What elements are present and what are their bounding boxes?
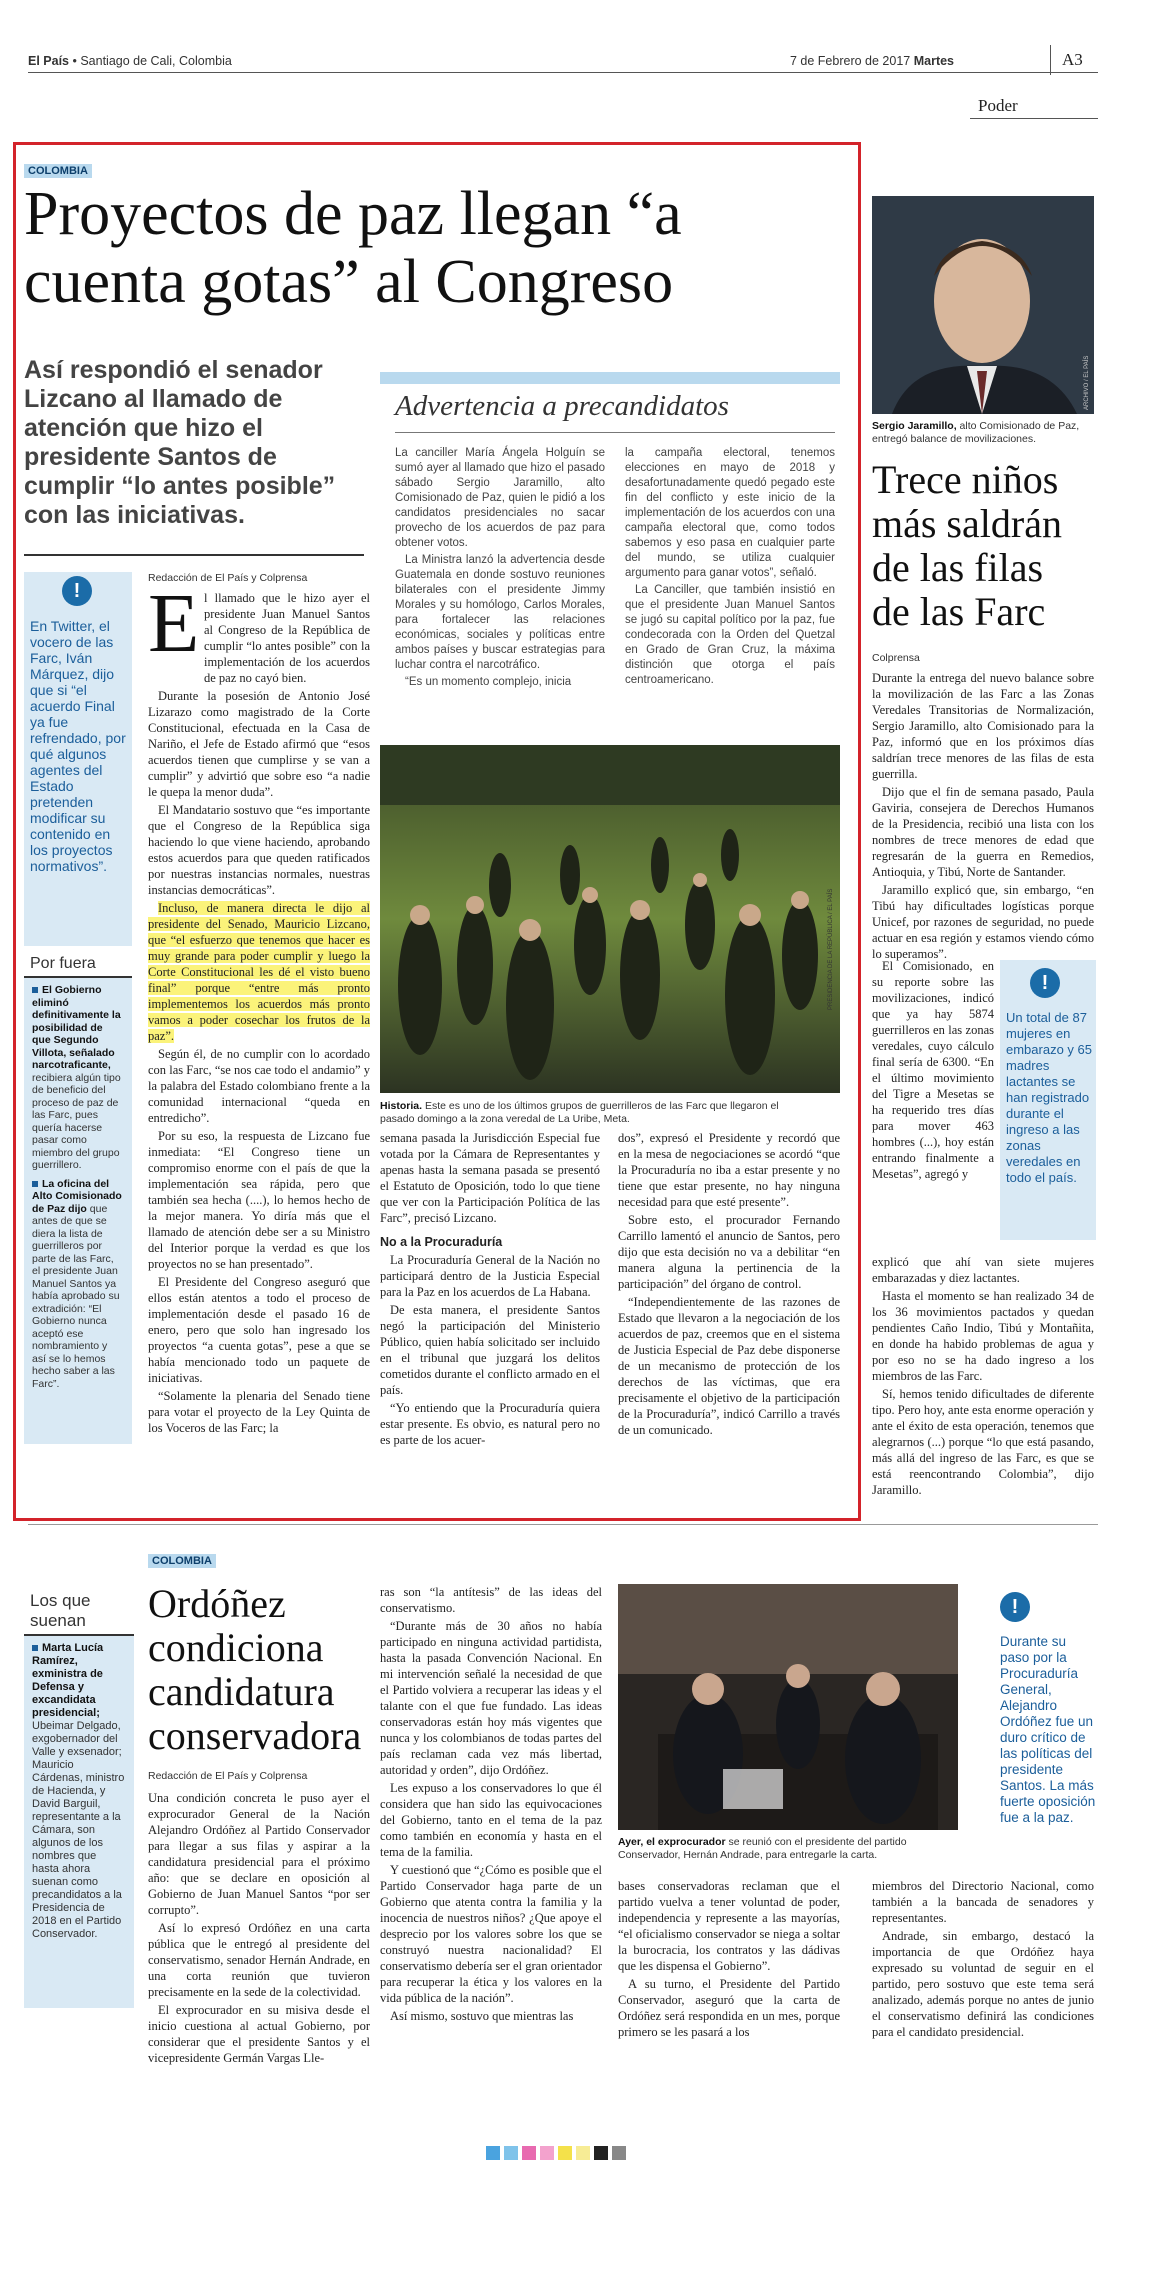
right-col-text-2: explicó que ahí van siete mujeres embarazadas y diez lactantes. Hasta el momento se han realizado 34 de los 36 movimientos pactados y quedan pendientes Caño Indio, Tibú y Montañita, en donde ha habido problemas de agua y por eso no se ha dado ingreso a los miembros de las Farc. Sí, hemos tenido dificultades de diferente tipo. Pero hoy, ante esta enorme operación y ante el éxito de esta operación, tenemos que alegrarnos (...) porque “lo que está pasando, más allá del ingreso de las Farc, es que se está reencontrando Colombia”, dijo Jaramillo. [872,1255,1094,1497]
second-col-2: ras son “la antítesis” de las ideas del conservatismo. “Durante más de 30 años no había participado en ninguna actividad partidista, hasta la pasada Convención Nacional. En mi intervención señalé la necesidad de que el Partido volviera a recuperar las ideas y el talante con el que fue fundado. Las ideas conservadoras están hoy más vigentes que nunca y los colombianos de todas partes del país reclaman cada vez más libertad, autoridad y orden”, dijo Ordóñez. Les expuso a los conservadores lo que él considera que han sido las equivocaciones del Gobierno, tanto en el tema de la paz como también en economía y hasta en el tema de la familia. Y cuestionó que “¿Cómo es posible que el Partido Conservador haga parte de un Gobierno que atenta contra la familia y la inocencia de nuestros niños? ¿Que apoye el desprecio por los valores sobre los que se construyó nuestra nacionalidad? El conservatismo debería ser el gran orientador para recuperar la ética y los valores en la vida pública de la nación”. Así mismo, sostuvo que mientras las [380,1585,602,2023]
por-fuera-item: La oficina del Alto Comisionado de Paz dijo que antes de que se diera la lista de guerrilleros por parte de las Farc, el presidente Juan Manuel Santos ya había aprobado su extradición: “El Gobierno nunca aceptó ese nombramiento y así se lo hemos hecho saber a las Farc”. [32,1177,122,1390]
main-col-3: dos”, expresó el Presidente y recordó que en la mesa de negociaciones se acordó “que la Procuraduría no iba a estar presente y no tiene que estar presente, no hay ninguna necesidad para que esté presente”. Sobre esto, el procurador Fernando Carrillo lamentó el anuncio de Santos, pero dijo que esta decisión no va a debilitar “en manera alguna la pertinencia de la participación” del órgano de control. “Independientemente de las razones de Estado que llevaron a la negociación de los acuerdos de paz, creemos que en el sistema de Justicia Especial de Paz debe disponerse de un mecanismo de protección de los derechos de las víctimas, que era precisamente el objetivo de la participación de la Procuraduría”, indicó Carrillo a través de un comunicado. [618,1131,840,1437]
second-col-4: miembros del Directorio Nacional, como también a la bancada de senadores y representantes. Andrade, sin embargo, destacó la importancia de que Ordóñez haya expresado su voluntad de seguir en el partido, pero sostuvo que este tema será analizado, además porque no antes de junio el conservatismo definirá las condiciones para el candidato presidencial. [872,1879,1094,2039]
guerrilla-photo-image [380,745,840,1093]
section-tag-2: COLOMBIA [148,1554,216,1568]
ordonez-quote: Durante su paso por la Procuraduría General, Alejandro Ordóñez fue un duro crítico de las políticas del presidente Santos. La más fuerte oposición fue a la paz. [1000,1634,1096,1825]
mujeres-quote: Un total de 87 mujeres en embarazo y 65 madres lactantes se han registrado durante el ingreso a las zonas veredales en todo el país. [1006,1010,1092,1185]
main-byline: Redacción de El País y Colprensa [148,572,308,584]
header-rule [28,72,1098,73]
page-number: A3 [1062,50,1083,69]
por-fuera-item: El Gobierno eliminó definitivamente la posibilidad de que Segundo Villota, señalado narcotraficante, recibiera algún tipo de beneficio del proceso de paz de las Farc, pues quería hacerse pasar como miembro del grupo guerrillero. [32,984,121,1171]
ordonez-photo-image [618,1584,958,1830]
section-label: Poder [978,96,1018,115]
exclamation-icon: ! [1000,1592,1030,1622]
second-headline: Ordóñez condiciona candidatura conservadora [148,1581,362,1758]
suenan-items: Marta Lucía Ramírez, exministra de Defensa y excandidata presidencial; Ubeimar Delgado, exgobernador del Valle y exsenador; Mauricio Cárdenas, ministro de Hacienda, y David Barguil, representante a la Cámara, son algunos de los nombres que hasta ahora suenan como precandidatos a la Presidencia de 2018 en el Partido Conservador. [32,1642,125,1940]
section-rule [970,118,1098,119]
photo-credit: PRESIDENCIA DE LA REPÚBLICA / EL PAÍS [828,888,834,1010]
right-photo-credit: ARCHIVO / EL PAÍS [1084,355,1090,410]
second-col-1: Una condición concreta le puso ayer el exprocurador General de la Nación Alejandro Ordóñez al Partido Conservador para llegar a sus filas y aspirar a la candidatura presidencial para el próximo año: que se declare en oposición al Gobierno de Juan Manuel Santos “por ser corrupto”. Así lo expresó Ordóñez en una carta pública que le entregó al presidente del conservatismo, senador Hernán Andrade, en una corta reunión que tuvieron precisamente en la sede de la colectividad. El exprocurador en su misiva desde el inicio cuestiona al actual Gobierno, por considerar que el presidente Santos y el vicepresidente Germán Vargas Lle- [148,1791,370,2065]
place: Santiago de Cali, Colombia [80,54,232,68]
subhead-rule [24,554,364,556]
suenan-box [24,1588,134,2008]
ordonez-caption: Ayer, el exprocurador se reunió con el presidente del partido Conservador, Hernán Andrade, para entregarle la carta. [618,1836,907,1861]
suenan-title: Los que suenan [24,1588,134,1636]
second-byline: Redacción de El País y Colprensa [148,1770,308,1782]
main-subhead: Así respondió el senador Lizcano al llamado de atención que hizo el presidente Santos de cumplir “lo antes posible” con las iniciativas. [24,356,336,529]
date-line [790,54,954,68]
masthead: El País • Santiago de Cali, Colombia [28,54,232,68]
photo-caption: Historia. Este es uno de los últimos grupos de guerrilleros de las Farc que llegaron el pasado domingo a la zona veredal de La Uribe, Meta. [380,1100,779,1125]
date: 7 de Febrero de 2017 [790,54,911,68]
right-byline: Colprensa [872,652,920,664]
main-col-1: l llamado que le hizo ayer el presidente Juan Manuel Santos al Congreso de la República de cumplir “lo antes posible” con la implementación de los acuerdos de paz no cayó bien. Durante la posesión de Antonio José Lizarazo como magistrado de la Corte Constitucional, efectuada en la Casa de Nariño, el Jefe de Estado afirmó que “esos acuerdos tienen que cumplirse y se van a cumplir” y advirtió que sobre eso “a nadie le quepa la menor duda”. El Mandatario sostuvo que “es importante que el Congreso de la República siga haciendo lo que viene haciendo, aprobando estos acuerdos para que queden ratificados por nuestras instancias normales, nuestras instancias democráticas”. Incluso, de manera directa le dijo al presidente del Senado, Mauricio Lizcano, que “el esfuerzo que tenemos que hacer es muy grande para poder cumplir y luego la Corte Constitucional les dé el visto bueno final” porque “entre más pronto implementemos los acuerdos más pronto vamos a poder cosechar los frutos de la paz”. Según él, de no cumplir con lo acordado con las Farc, “se nos cae todo el andamio” y la palabra del Estado colombiano frente a la comunidad internacional “queda en entredicho”. Por su eso, la respuesta de Lizcano fue inmediata: “El Congreso tiene un compromiso enorme con el país de que la implementación sea rápida, pero que también sea hecha (....), lo hemos hecho de la mejor manera. Yo diría más que el llamado de atención debe ser a su Ministro del Interior porque la verdad es que los proyectos no se han presentado”. El Presidente del Congreso aseguró que ellos están atentos a todo el proceso de implementación desde el pasado 16 de enero, pero que solo han ingresado los proyectos “a cuenta gotas”, pese a que se había mencionado todo un paquete de iniciativas. “Solamente la plenaria del Senado tiene para votar el proyecto de la Ley Quinta de los Voceros de las Farc; la [148,591,370,1435]
advert-left: La canciller María Ángela Holguín se sumó ayer al llamado que hizo el pasado sábado Sergio Jaramillo, alto Comisionado de Paz, quien le pidió a los candidatos presidenciales no sacar provecho de los acuerdos de paz para obtener votos. La Ministra lanzó la advertencia desde Guatemala en donde sostuvo reuniones bilaterales con el presidente Jimmy Morales y su homólogo, Carlos Morales, para fortalecer las relaciones económicas, sociales y políticas entre ambos países y buscar estrategias para luchar contra el narcotráfico. “Es un momento complejo, inicia [395,447,605,688]
farc-quote: En Twitter, el vocero de las Farc, Iván Márquez, dijo que si “el acuerdo Final ya fue refrendado, por qué algunos agentes del Estado pretenden modificar su contenido en los proyectos normativos”. [30,618,126,874]
exclamation-icon: ! [62,576,92,606]
drop-cap: E [148,577,200,670]
ordonez-photo [618,1584,958,1830]
highlighted-quote: Incluso, de manera directa le dijo al presidente del Senado, Mauricio Lizcano, que “el esfuerzo que tenemos que hacer es muy grande para poder cumplir y luego la Corte Constitucional les dé el visto bueno final” porque “entre más pronto implementemos los acuerdos más pronto vamos a poder cosechar los frutos de la paz”. [148,901,370,1043]
right-col-narrow: El Comisionado, en su reporte sobre las movilizaciones, indicó que ya hay 5874 guerrilleros en las zonas veredales, cuyo cálculo final sería de 6300. “En el último movimiento del Tigre a Mesetas se ha requerido tres días para mover 463 hombres (...), hoy están entrando finalmente a Mesetas”, agregó y [872,959,994,1181]
print-color-bar [486,2146,630,2165]
jaramillo-photo [872,196,1094,414]
exclamation-icon: ! [1030,968,1060,998]
right-headline: Trece niños más saldrán de las filas de las Farc [872,457,1062,634]
por-fuera-box [24,952,132,1444]
advert-title: Advertencia a precandidatos [395,390,729,422]
advert-rule [395,432,835,433]
section-divider [1050,45,1051,75]
section-separator [28,1524,1098,1525]
jaramillo-caption: Sergio Jaramillo, alto Comisionado de Paz, entregó balance de movilizaciones. [872,420,1080,445]
por-fuera-title: Por fuera [24,952,132,978]
jaramillo-photo-image [872,196,1094,414]
main-col-2: semana pasada la Jurisdicción Especial fue votada por la Cámara de Representantes y apenas hasta la semana pasada se presentó el Estatuto de Oposición, todo lo que tiene que ver con la Participación Política de las Farc”, precisó Lizcano. No a la Procuraduría La Procuraduría General de la Nación no participará dentro de la Justicia Especial para la Paz en los acuerdos de La Habana. De esta manera, el presidente Santos negó la participación del Ministerio Público, quien había solicitado ser incluido en el tribunal que juzgará los delitos cometidos durante el conflicto armado en el país. “Yo entiendo que la Procuraduría quiera estar presente. Es obvio, es natural pero no es parte de los acuer- [380,1131,600,1447]
advert-right: la campaña electoral, tenemos elecciones en mayo de 2018 y desafortunadamente quedó pegado este fin del conflicto y este inicio de la implementación de los acuerdos con una campaña electoral que, como todos sabemos y eso pasa en cualquier parte del mundo, se utiliza cualquier argumento para ganar votos”, señaló. La Canciller, que también insistió en que el presidente Juan Manuel Santos se jugó su capital político por la paz, fue condecorada con la Orden del Quetzal en Grado de Gran Cruz, la máxima distinción que otorga el país centroamericano. [625,447,835,686]
advert-box-top [380,372,840,384]
guerrilla-photo [380,745,840,1093]
por-fuera-items [24,978,132,1396]
right-col-text: Durante la entrega del nuevo balance sobre la movilización de las Farc a las Zonas Veredales Transitorias de Normalización, Sergio Jaramillo, alto Comisionado para la Paz, informó que en los próximos días saldrían trece menores de las filas de esta guerrilla. Dijo que el fin de semana pasado, Paula Gaviria, consejera de Derechos Humanos de la Presidencia, recibió una lista con los nombres de trece menores de edad que regresarán de la guerra en Remedios, Antioquia, y Tibú, Norte de Santander. Jaramillo explicó que, sin embargo, “en Tibú hay dificultades logísticas porque Unicef, por razones de seguridad, no puede actuar en esa región y estamos viendo cómo lo superamos”. [872,671,1094,961]
second-col-3: bases conservadoras reclaman que el partido vuelva a tener voluntad de poder, independencia y represente a las mayorías, “el oficialismo conservador se niega a soltar la burocracia, los contratos y las dádivas que les dispensa el Gobierno”. A su turno, el Presidente del Partido Conservador, aseguró que la carta de Ordóñez será respondida en un mes, porque primero se les pasará a los [618,1879,840,2039]
col2-subhead: No a la Procuraduría [380,1235,503,1249]
paper-name: El País [28,54,69,68]
weekday: Martes [913,54,955,68]
main-headline: Proyectos de paz llegan “a cuenta gotas” al Congreso [24,180,682,316]
section-tag: COLOMBIA [24,164,92,178]
